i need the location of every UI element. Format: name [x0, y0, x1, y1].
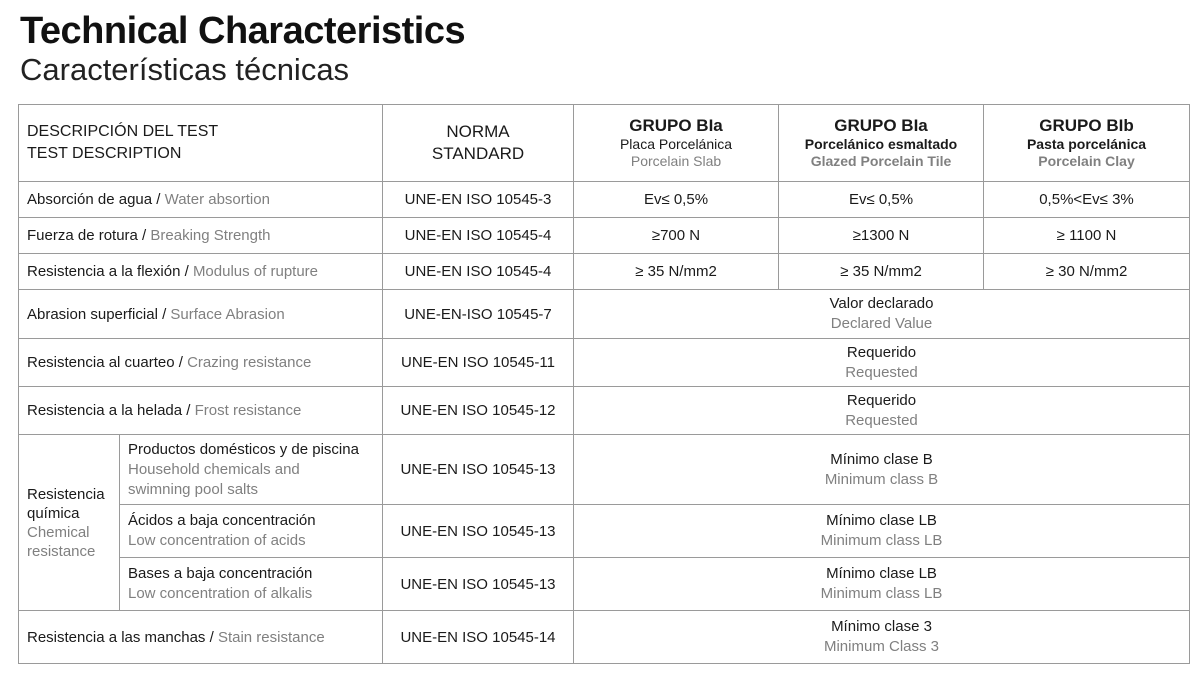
value-all-groups: [574, 505, 1190, 558]
desc-es: Resistencia al cuarteo: [27, 354, 175, 371]
desc-en: Modulus of rupture: [192, 263, 319, 280]
standard-cell: UNE-EN ISO 10545-3: [383, 182, 574, 218]
value-es: Mínimo clase LB: [826, 565, 937, 582]
test-description: Resistencia al cuarteo / Crazing resistance: [19, 339, 383, 387]
value-group-1: ≥700 N: [574, 218, 779, 254]
group-label-es: Resistencia: [27, 485, 105, 503]
header-norma-es: NORMA: [446, 122, 510, 141]
desc-en: Low concentration of acids: [128, 532, 306, 549]
value-en: Requested: [845, 411, 918, 429]
value-es: Requerido: [846, 343, 917, 361]
table-row-surface-abrasion: [19, 290, 1190, 339]
standard-cell: UNE-EN ISO 10545-13: [383, 505, 574, 558]
value-en: Minimum class LB: [820, 532, 943, 549]
value-group-3: 0,5%<Ev≤ 3%: [984, 182, 1190, 218]
table-row-acids: [19, 505, 1190, 558]
table-row-modulus-of-rupture: [19, 254, 1190, 290]
group-title: GRUPO BIa: [834, 116, 928, 135]
test-description: Abrasion superficial / Surface Abrasion: [19, 290, 383, 339]
test-description: Fuerza de rotura / Breaking Strength: [19, 218, 383, 254]
value-en: Minimum class LB: [820, 585, 943, 602]
value-all-groups: [574, 290, 1190, 339]
desc-es: Fuerza de rotura: [27, 227, 138, 244]
desc-en: Crazing resistance: [187, 354, 312, 371]
desc-en: Stain resistance: [217, 628, 325, 646]
value-group-2: ≥ 35 N/mm2: [779, 254, 984, 290]
desc-en: swimning pool salts: [128, 480, 259, 498]
value-en: Minimum class B: [824, 470, 939, 488]
header-group-1: [574, 105, 779, 182]
header-norma-en: STANDARD: [431, 144, 525, 163]
standard-cell: UNE-EN-ISO 10545-7: [383, 290, 574, 339]
table-row-stain-resistance: [19, 611, 1190, 664]
header-desc-es: DESCRIPCIÓN DEL TEST: [27, 123, 219, 140]
group-label-en: Chemical: [27, 523, 90, 541]
standard-cell: UNE-EN ISO 10545-14: [383, 611, 574, 664]
table-row-water-absorption: [19, 182, 1190, 218]
value-group-3: ≥ 30 N/mm2: [984, 254, 1190, 290]
desc-en: Household chemicals and: [128, 460, 300, 478]
page-subtitle: Características técnicas: [20, 52, 350, 87]
desc-en: Surface Abrasion: [170, 305, 285, 323]
table-row-breaking-strength: [19, 218, 1190, 254]
group-subtitle: Placa Porcelánica: [619, 136, 733, 152]
value-all-groups: [574, 435, 1190, 505]
test-description: [120, 435, 383, 505]
group-label-en: resistance: [27, 542, 96, 560]
desc-en: Water absortion: [164, 191, 270, 208]
group-title: GRUPO BIa: [629, 116, 723, 135]
value-all-groups: [574, 611, 1190, 664]
desc-es: Resistencia a las manchas: [27, 628, 206, 646]
test-description: Resistencia a la flexión / Modulus of rupture: [19, 254, 383, 290]
page-title: Technical Characteristics: [20, 10, 466, 52]
group-title: GRUPO BIb: [1039, 116, 1134, 135]
header-standard: [383, 105, 574, 182]
chemical-resistance-group: [19, 435, 120, 611]
standard-cell: UNE-EN ISO 10545-12: [383, 387, 574, 435]
value-en: Declared Value: [830, 315, 933, 332]
desc-es: Resistencia a la helada: [27, 402, 183, 419]
table-row-frost-resistance: [19, 387, 1190, 435]
desc-en: Low concentration of alkalis: [128, 585, 313, 602]
header-test-description: [19, 105, 383, 182]
page-header: [20, 8, 465, 88]
value-es: Valor declarado: [829, 295, 934, 312]
value-es: Mínimo clase LB: [826, 512, 937, 529]
value-es: Mínimo clase B: [830, 450, 933, 468]
standard-cell: UNE-EN ISO 10545-4: [383, 218, 574, 254]
header-desc-en: TEST DESCRIPTION: [27, 145, 182, 162]
test-description: [120, 558, 383, 611]
desc-es: Absorción de agua: [27, 191, 153, 208]
group-subtitle-en: Porcelain Slab: [630, 153, 722, 169]
value-group-3: ≥ 1100 N: [984, 218, 1190, 254]
value-group-1: Ev≤ 0,5%: [574, 182, 779, 218]
standard-cell: UNE-EN ISO 10545-13: [383, 435, 574, 505]
value-group-2: Ev≤ 0,5%: [779, 182, 984, 218]
value-es: Mínimo clase 3: [831, 618, 932, 635]
group-subtitle-en: Porcelain Clay: [1038, 153, 1135, 169]
table-row-household-chemicals: [19, 435, 1190, 505]
test-description: Resistencia a la helada / Frost resistance: [19, 387, 383, 435]
table-row-alkalis: [19, 558, 1190, 611]
desc-en: Frost resistance: [194, 402, 302, 419]
value-es: Requerido: [846, 391, 917, 409]
value-group-2: ≥1300 N: [779, 218, 984, 254]
value-all-groups: [574, 558, 1190, 611]
header-group-2: [779, 105, 984, 182]
desc-es: Resistencia a la flexión: [27, 263, 181, 280]
test-description: [120, 505, 383, 558]
group-subtitle: Porcelánico esmaltado: [804, 136, 958, 152]
value-en: Requested: [845, 363, 918, 381]
standard-cell: UNE-EN ISO 10545-13: [383, 558, 574, 611]
group-subtitle-en: Glazed Porcelain Tile: [810, 153, 952, 169]
table-row-crazing-resistance: [19, 339, 1190, 387]
header-group-3: [984, 105, 1190, 182]
desc-es: Abrasion superficial: [27, 305, 158, 323]
value-all-groups: [574, 387, 1190, 435]
desc-es: Productos domésticos y de piscina: [128, 440, 359, 458]
group-label-es: química: [27, 504, 80, 522]
desc-es: Bases a baja concentración: [128, 565, 313, 582]
standard-cell: UNE-EN ISO 10545-11: [383, 339, 574, 387]
value-all-groups: [574, 339, 1190, 387]
standard-cell: UNE-EN ISO 10545-4: [383, 254, 574, 290]
desc-en: Breaking Strength: [150, 227, 271, 244]
table-header-row: [19, 105, 1190, 182]
test-description: Absorción de agua / Water absortion: [19, 182, 383, 218]
value-en: Minimum Class 3: [823, 638, 940, 655]
desc-es: Ácidos a baja concentración: [128, 512, 316, 529]
value-group-1: ≥ 35 N/mm2: [574, 254, 779, 290]
group-subtitle: Pasta porcelánica: [1026, 136, 1147, 152]
test-description: Resistencia a las manchas / Stain resistance: [19, 611, 383, 664]
technical-characteristics-table: [18, 104, 1190, 664]
